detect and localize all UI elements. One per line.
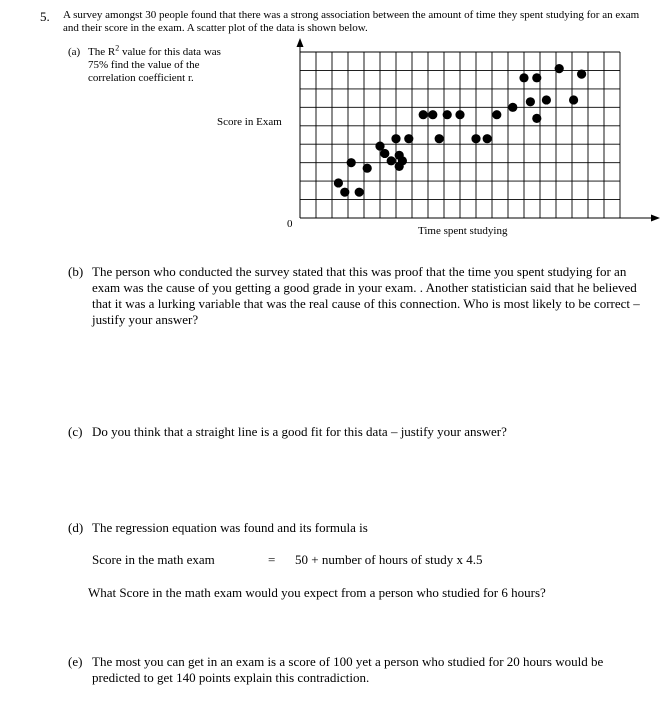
part-a-superscript: 2 <box>115 43 120 53</box>
part-e-label: (e) <box>68 654 83 669</box>
scatter-plot <box>290 38 660 228</box>
data-point <box>443 110 452 119</box>
data-point <box>428 110 437 119</box>
data-point <box>404 134 413 143</box>
part-d-question: What Score in the math exam would you expect from a person who studied for 6 hours? <box>88 585 546 600</box>
data-point <box>569 95 578 104</box>
data-point <box>542 95 551 104</box>
part-e-text: The most you can get in an exam is a score of 100 yet a person who studied for 20 hours would be predicted to get 140 points explain this contradiction. <box>92 654 604 685</box>
data-point <box>334 178 343 187</box>
data-point <box>555 64 564 73</box>
data-point <box>483 134 492 143</box>
data-point <box>355 188 364 197</box>
part-a-text <box>88 43 238 85</box>
part-b-label: (b) <box>68 264 84 279</box>
data-point <box>455 110 464 119</box>
plot-axes <box>297 38 661 222</box>
part-c-label: (c) <box>68 424 83 439</box>
data-point <box>471 134 480 143</box>
equation-rhs: 50 + number of hours of study x 4.5 <box>295 552 483 567</box>
data-point <box>532 114 541 123</box>
data-point <box>435 134 444 143</box>
data-point <box>492 110 501 119</box>
data-point <box>340 188 349 197</box>
data-point <box>347 158 356 167</box>
data-point <box>395 162 404 171</box>
x-axis-arrow <box>651 215 660 222</box>
part-a-text-before: The R <box>88 46 116 58</box>
data-point <box>532 73 541 82</box>
data-point <box>519 73 528 82</box>
question-number: 5. <box>40 9 50 24</box>
equation-lhs: Score in the math exam <box>92 552 215 567</box>
part-a-label: (a) <box>68 46 81 58</box>
x-axis-label: Time spent studying <box>418 225 508 237</box>
part-d-text: The regression equation was found and its formula is <box>92 520 368 535</box>
data-point <box>387 156 396 165</box>
part-b-text: The person who conducted the survey stated that this was proof that the time you spent studying for an exam was the cause of you getting a good grade in your exam. . Another statistician said that he believed that it was a lurking variable that was the real cause of this connection. Who is most likely to be correct – justify your answer? <box>92 264 640 327</box>
equation-sign: = <box>268 552 276 567</box>
origin-label: 0 <box>287 218 293 230</box>
question-intro: A survey amongst 30 people found that there was a strong association between the amount of time they spent studying for an exam and their score in the exam. A scatter plot of the data is shown below. <box>63 9 640 34</box>
part-a-text-after: value for this data was 75% find the value of the correlation coefficient r. <box>88 46 221 84</box>
data-point <box>577 70 586 79</box>
data-point <box>363 164 372 173</box>
y-axis-label: Score in Exam <box>217 116 282 128</box>
data-point <box>419 110 428 119</box>
data-point <box>508 103 517 112</box>
data-point <box>526 97 535 106</box>
data-point <box>391 134 400 143</box>
data-point <box>380 149 389 158</box>
part-d-label: (d) <box>68 520 84 535</box>
y-axis-arrow <box>297 38 304 47</box>
part-c-text: Do you think that a straight line is a good fit for this data – justify your answer? <box>92 424 507 439</box>
